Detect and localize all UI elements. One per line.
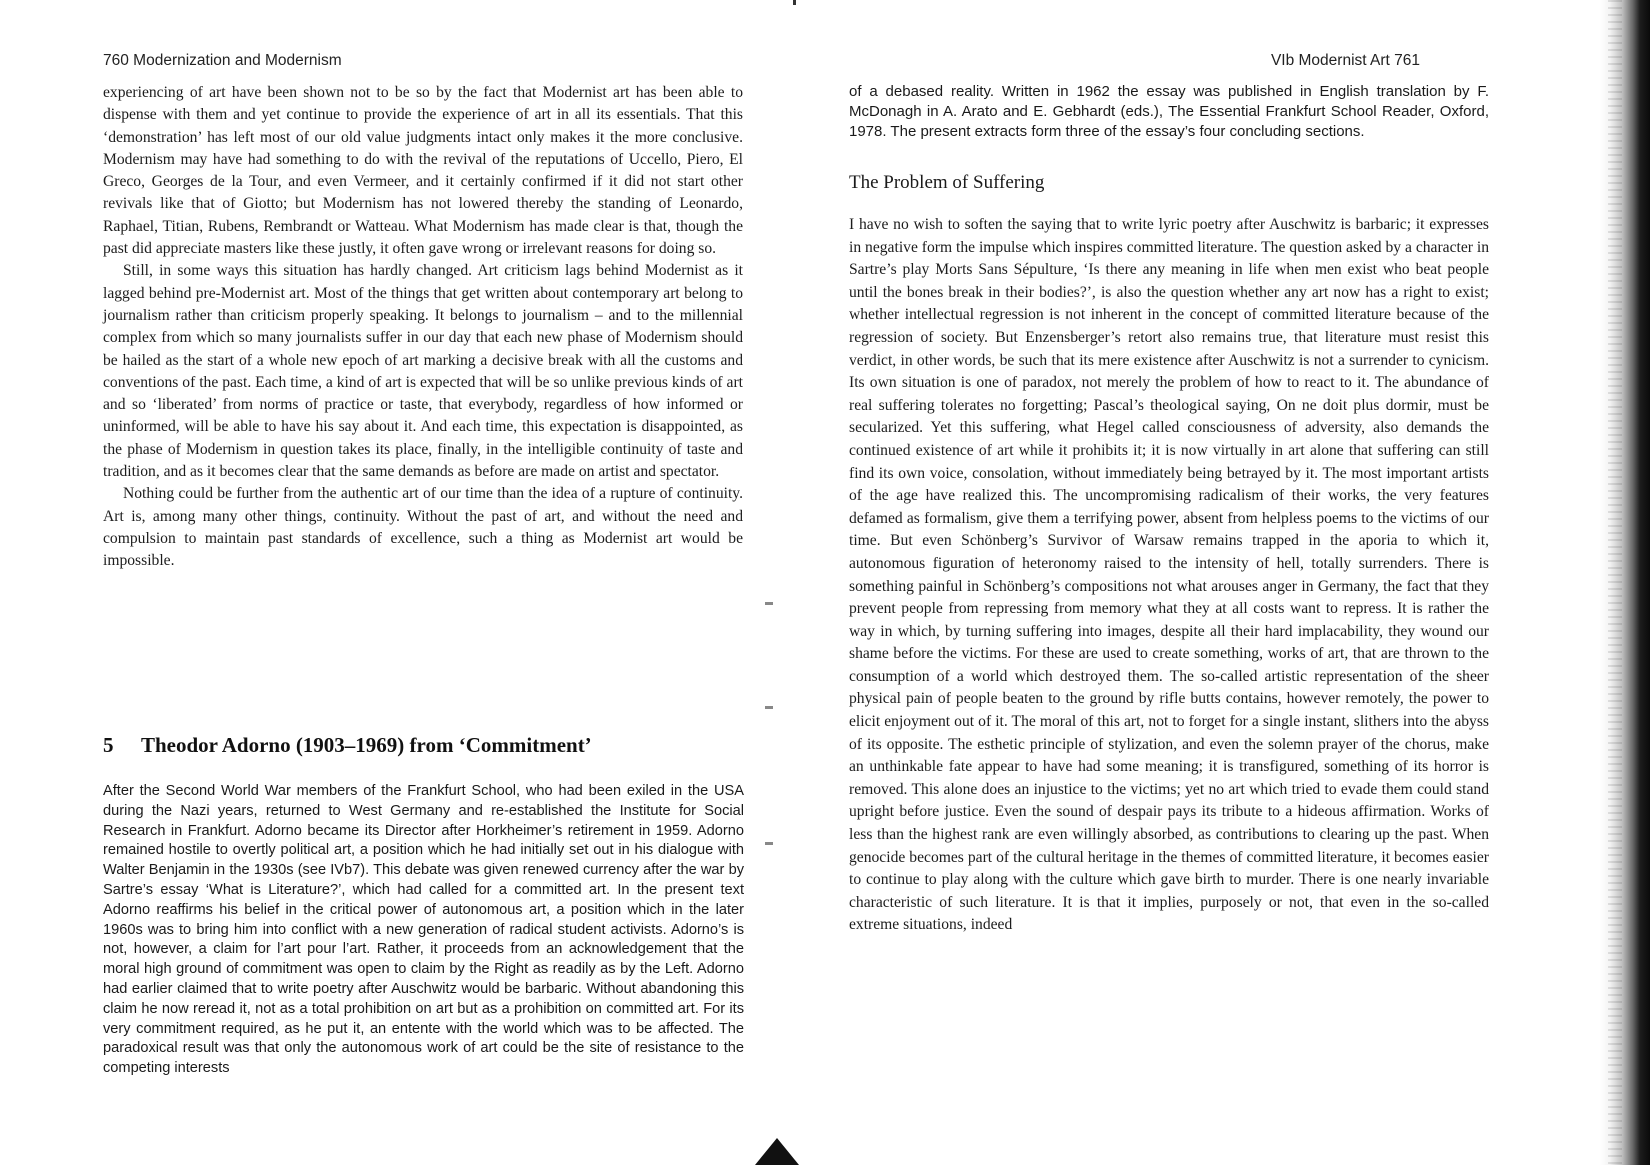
scan-artifact-top — [793, 0, 796, 5]
section-title: Theodor Adorno (1903–1969) from ‘Commitment’ — [141, 733, 592, 757]
paragraph: I have no wish to soften the saying that to write lyric poetry after Auschwitz is barbaric; it expresses in negative form the impulse which inspires committed literature. The question asked by a character in Sartre’s play Morts Sans Sépulture, ‘Is there any meaning in life when men exist who beat people until the bones break in their bodies?’, is also the question whether any art now has a right to exist; whether intellectual regression is not inherent in the concept of committed literature because of the regression of society. But Enzensberger’s retort also remains true, that literature must resist this verdict, in other words, be such that its mere existence after Auschwitz is not a surrender to cynicism. Its own situation is one of paradox, not merely the problem of how to react to it. The abundance of real suffering tolerates no forgetting; Pascal’s theological saying, On ne doit plus dormir, must be secularized. Yet this suffering, what Hegel called consciousness of adversity, also demands the continued existence of art while it prohibits it; it is now virtually in art alone that suffering can still find its own voice, consolation, without immediately being betrayed by it. The most important artists of the age have realized this. The uncompromising radicalism of their works, the very features defamed as formalism, give them a terrifying power, absent from helpless poems to the victims of our time. But even Schönberg’s Survivor of Warsaw remains trapped in the aporia to which it, autonomous figuration of heteronomy raised to the intensity of hell, totally surrenders. There is something painful in Schönberg’s compositions not what arouses anger in Germany, the fact that they prevent people from repressing from memory what they at all costs want to repress. It is rather the way in which, by turning suffering into images, despite all their hard implacability, they wound our shame before the victims. For these are used to create something, works of art, that are thrown to the consumption of a world which destroyed them. The so-called artistic representation of the sheer physical pain of people beaten to the ground by rifle butts contains, however remotely, the power to elicit enjoyment out of it. The moral of this art, not to forget for a single instant, slithers into the abyss of its opposite. The esthetic principle of stylization, and even the solemn prayer of the chorus, make an unthinkable fate appear to have had some meaning; it is transfigured, something of its horror is removed. This alone does an injustice to the victims; yet no art which tried to evade them could stand upright before justice. Even the sound of despair pays its tribute to a hideous affirmation. Works of less than the highest rank are even willingly absorbed, as contributions to clearing up the past. When genocide becomes part of the cultural heritage in the themes of committed literature, it becomes easier to continue to play along with the culture which gave birth to murder. There is one nearly invariable characteristic of such literature. It is that it implies, purposely or not, that even in the so-called extreme situations, indeed — [849, 216, 1489, 934]
gutter-mark — [765, 842, 773, 845]
subsection-heading: The Problem of Suffering — [849, 172, 1045, 193]
right-running-header: VIb Modernist Art 761 — [1270, 52, 1420, 69]
section-heading — [103, 733, 592, 758]
editorial-introduction-continued — [849, 82, 1489, 142]
section-number: 5 — [103, 733, 114, 757]
intro-paragraph: After the Second World War members of the Frankfurt School, who had been exiled in the USA during the Nazi years, returned to West Germany and re-established the Institute for Social Research in Frankfurt. Adorno became its Director after Horkheimer’s retirement in 1959. Adorno remained hostile to overtly political art, a position which he had initially set out in his dialogue with Walter Benjamin in the 1930s (see IVb7). This debate was given renewed currency after the war by Sartre’s essay ‘What is Literature?’, which had called for a committed art. In the present text Adorno reaffirms his belief in the critical power of autonomous art, a position which in the later 1960s was to bring him into conflict with a new generation of radical student activists. Adorno’s is not, however, a claim for l’art pour l’art. Rather, it proceeds from an acknowledgement that the moral high ground of commitment was open to claim by the Right as readily as by the Left. Adorno had earlier claimed that to write poetry after Auschwitz would be barbaric. Without abandoning this claim he now reread it, not as a total prohibition on art but as a prohibition on committed art. For its very commitment required, as he put it, an entente with the world which was to be affected. The paradoxical result was that only the autonomous work of art could be the site of resistance to the competing interests — [103, 783, 744, 1077]
scan-artifact-bottom — [755, 1138, 799, 1165]
paragraph: Nothing could be further from the authentic art of our time than the idea of a rupture of continuity. Art is, among many other things, continuity. Without the past of art, and without the need and compulsion to maintain past standards of excellence, such a thing as Modernist art would be impossible. — [103, 485, 743, 570]
gutter-mark — [765, 706, 773, 709]
paragraph: experiencing of art have been shown not to be so by the fact that Modernist art has been able to dispense with them and yet continue to provide the experience of art in all its essentials. That this ‘demonstration’ has left most of our old value judgments intact only makes it the more conclusive. Modernism may have had something to do with the revival of the reputations of Uccello, Piero, El Greco, Georges de la Tour, and even Vermeer, and it certainly confirmed if it did not start other revivals like that of Giotto; but Modernism has not lowered thereby the standing of Leonardo, Raphael, Titian, Rubens, Rembrandt or Watteau. What Modernism has made clear is that, though the past did appreciate masters like these justly, it often gave wrong or irrelevant reasons for doing so. — [103, 84, 743, 258]
right-body-text — [849, 214, 1489, 937]
editorial-introduction — [103, 782, 744, 1079]
left-running-header: 760 Modernization and Modernism — [103, 52, 342, 69]
left-body-text — [103, 82, 743, 573]
book-edge-shadow — [1600, 0, 1650, 1165]
left-page — [0, 0, 780, 1165]
gutter-mark — [765, 602, 773, 605]
intro-paragraph: of a debased reality. Written in 1962 the essay was published in English translation by F. McDonagh in A. Arato and E. Gebhardt (eds.), The Essential Frankfurt School Reader, Oxford, 1978. The present extracts form three of the essay’s four concluding sections. — [849, 83, 1489, 140]
paragraph: Still, in some ways this situation has hardly changed. Art criticism lags behind Modernist as it lagged behind pre-Modernist art. Most of the things that get written about contemporary art belong to journalism rather than criticism properly speaking. It belongs to journalism – and to the millennial complex from which so many journalists suffer in our day that each new phase of Modernism should be hailed as the start of a whole new epoch of art marking a decisive break with all the customs and conventions of the past. Each time, a kind of art is expected that will be so unlike previous kinds of art and so ‘liberated’ from norms of practice or taste, that everybody, regardless of how informed or uninformed, will be able to have his say about it. And each time, this expectation is disappointed, as the phase of Modernism in question takes its place, finally, in the intelligible continuity of taste and tradition, and as it becomes clear that the same demands as before are made on artist and spectator. — [103, 262, 743, 481]
